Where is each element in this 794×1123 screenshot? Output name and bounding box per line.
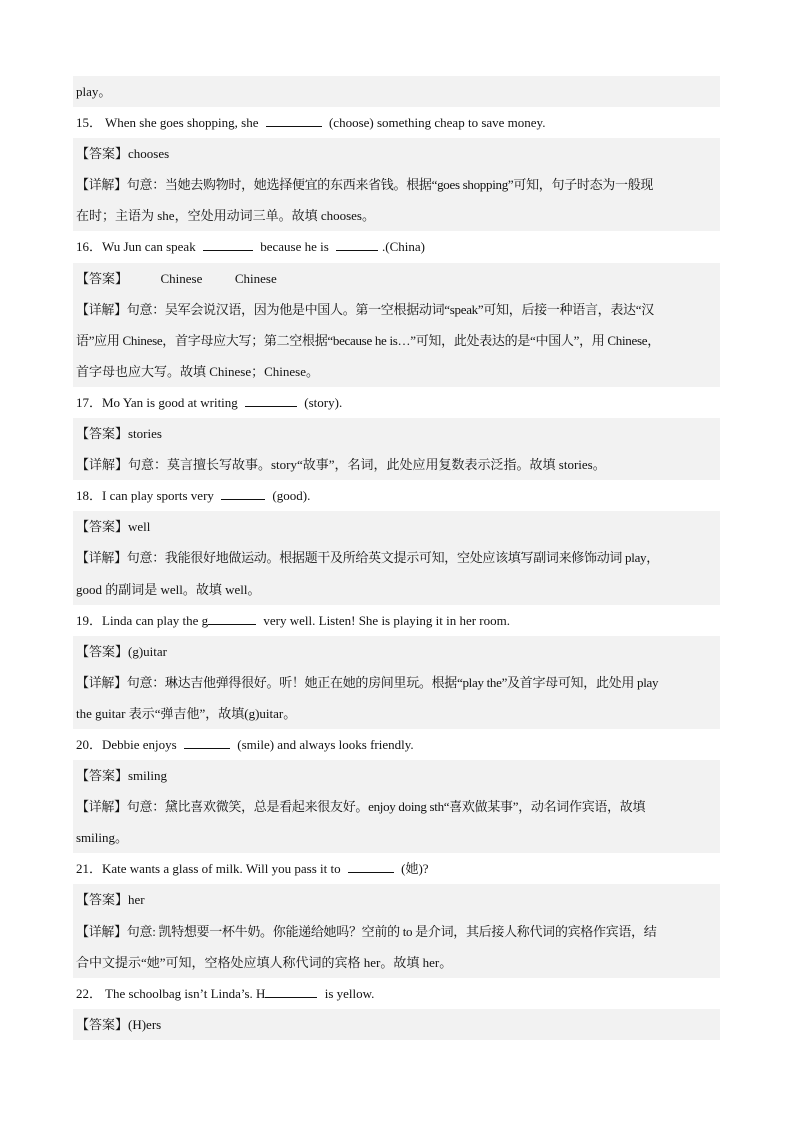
answer-17: 【答案】stories — [73, 418, 720, 449]
explanation-17: 【详解】句意：莫言擅长写故事。story“故事”，名词，此处应用复数表示泛指。故填 stories。 — [73, 449, 720, 480]
answer-18: 【答案】well — [73, 511, 720, 542]
answer-15: 【答案】chooses — [73, 138, 720, 169]
answer-16: 【答案】 Chinese Chinese — [73, 263, 720, 294]
explanation-15-line2: 在时；主语为 she，空处用动词三单。故填 chooses。 — [73, 200, 720, 231]
answer-blank — [221, 488, 265, 500]
document-page — [73, 76, 720, 1040]
question-21: 21．Kate wants a glass of milk. Will you pass it to (她)? — [73, 853, 720, 884]
answer-continuation: play。 — [73, 76, 720, 107]
explanation-20-line2: smiling。 — [73, 822, 720, 853]
answer-21: 【答案】her — [73, 884, 720, 915]
explanation-16-line1: 【详解】句意：吴军会说汉语，因为他是中国人。第一空根据动词“speak”可知，后接一种语言，表达“汉 — [73, 294, 720, 325]
question-22: 22． The schoolbag isn’t Linda’s. H is yellow. — [73, 978, 720, 1009]
answer-20: 【答案】smiling — [73, 760, 720, 791]
question-17: 17．Mo Yan is good at writing (story). — [73, 387, 720, 418]
explanation-21-line2: 合中文提示“她”可知，空格处应填人称代词的宾格 her。故填 her。 — [73, 947, 720, 978]
explanation-16-line3: 首字母也应大写。故填 Chinese；Chinese。 — [73, 356, 720, 387]
explanation-19-line1: 【详解】句意：琳达吉他弹得很好。听！她正在她的房间里玩。根据“play the”及首字母可知，此处用 play — [73, 667, 720, 698]
answer-blank — [208, 613, 256, 625]
question-19: 19．Linda can play the g very well. Listen! She is playing it in her room. — [73, 605, 720, 636]
question-20: 20．Debbie enjoys (smile) and always looks friendly. — [73, 729, 720, 760]
question-15: 15． When she goes shopping, she (choose) something cheap to save money. — [73, 107, 720, 138]
answer-blank — [266, 115, 322, 127]
explanation-15-line1: 【详解】句意：当她去购物时，她选择便宜的东西来省钱。根据“goes shopping”可知，句子时态为一般现 — [73, 169, 720, 200]
explanation-18-line2: good 的副词是 well。故填 well。 — [73, 574, 720, 605]
answer-blank — [336, 239, 378, 251]
answer-blank — [245, 395, 297, 407]
explanation-20-line1: 【详解】句意：黛比喜欢微笑，总是看起来很友好。enjoy doing sth“喜欢做某事”，动名词作宾语，故填 — [73, 791, 720, 822]
answer-blank — [203, 239, 253, 251]
answer-19: 【答案】(g)uitar — [73, 636, 720, 667]
answer-blank — [184, 737, 230, 749]
explanation-16-line2: 语”应用 Chinese，首字母应大写；第二空根据“because he is…”可知，此处表达的是“中国人”，用 Chinese， — [73, 325, 720, 356]
answer-blank — [265, 986, 317, 998]
question-16: 16．Wu Jun can speak because he is .(China) — [73, 231, 720, 262]
answer-22: 【答案】(H)ers — [73, 1009, 720, 1040]
explanation-19-line2: the guitar 表示“弹吉他”，故填(g)uitar。 — [73, 698, 720, 729]
explanation-21-line1: 【详解】句意: 凯特想要一杯牛奶。你能递给她吗？空前的 to 是介词，其后接人称代词的宾格作宾语，结 — [73, 916, 720, 947]
explanation-18-line1: 【详解】句意：我能很好地做运动。根据题干及所给英文提示可知，空处应该填写副词来修饰动词 play， — [73, 542, 720, 573]
answer-blank — [348, 861, 394, 873]
question-18: 18．I can play sports very (good). — [73, 480, 720, 511]
